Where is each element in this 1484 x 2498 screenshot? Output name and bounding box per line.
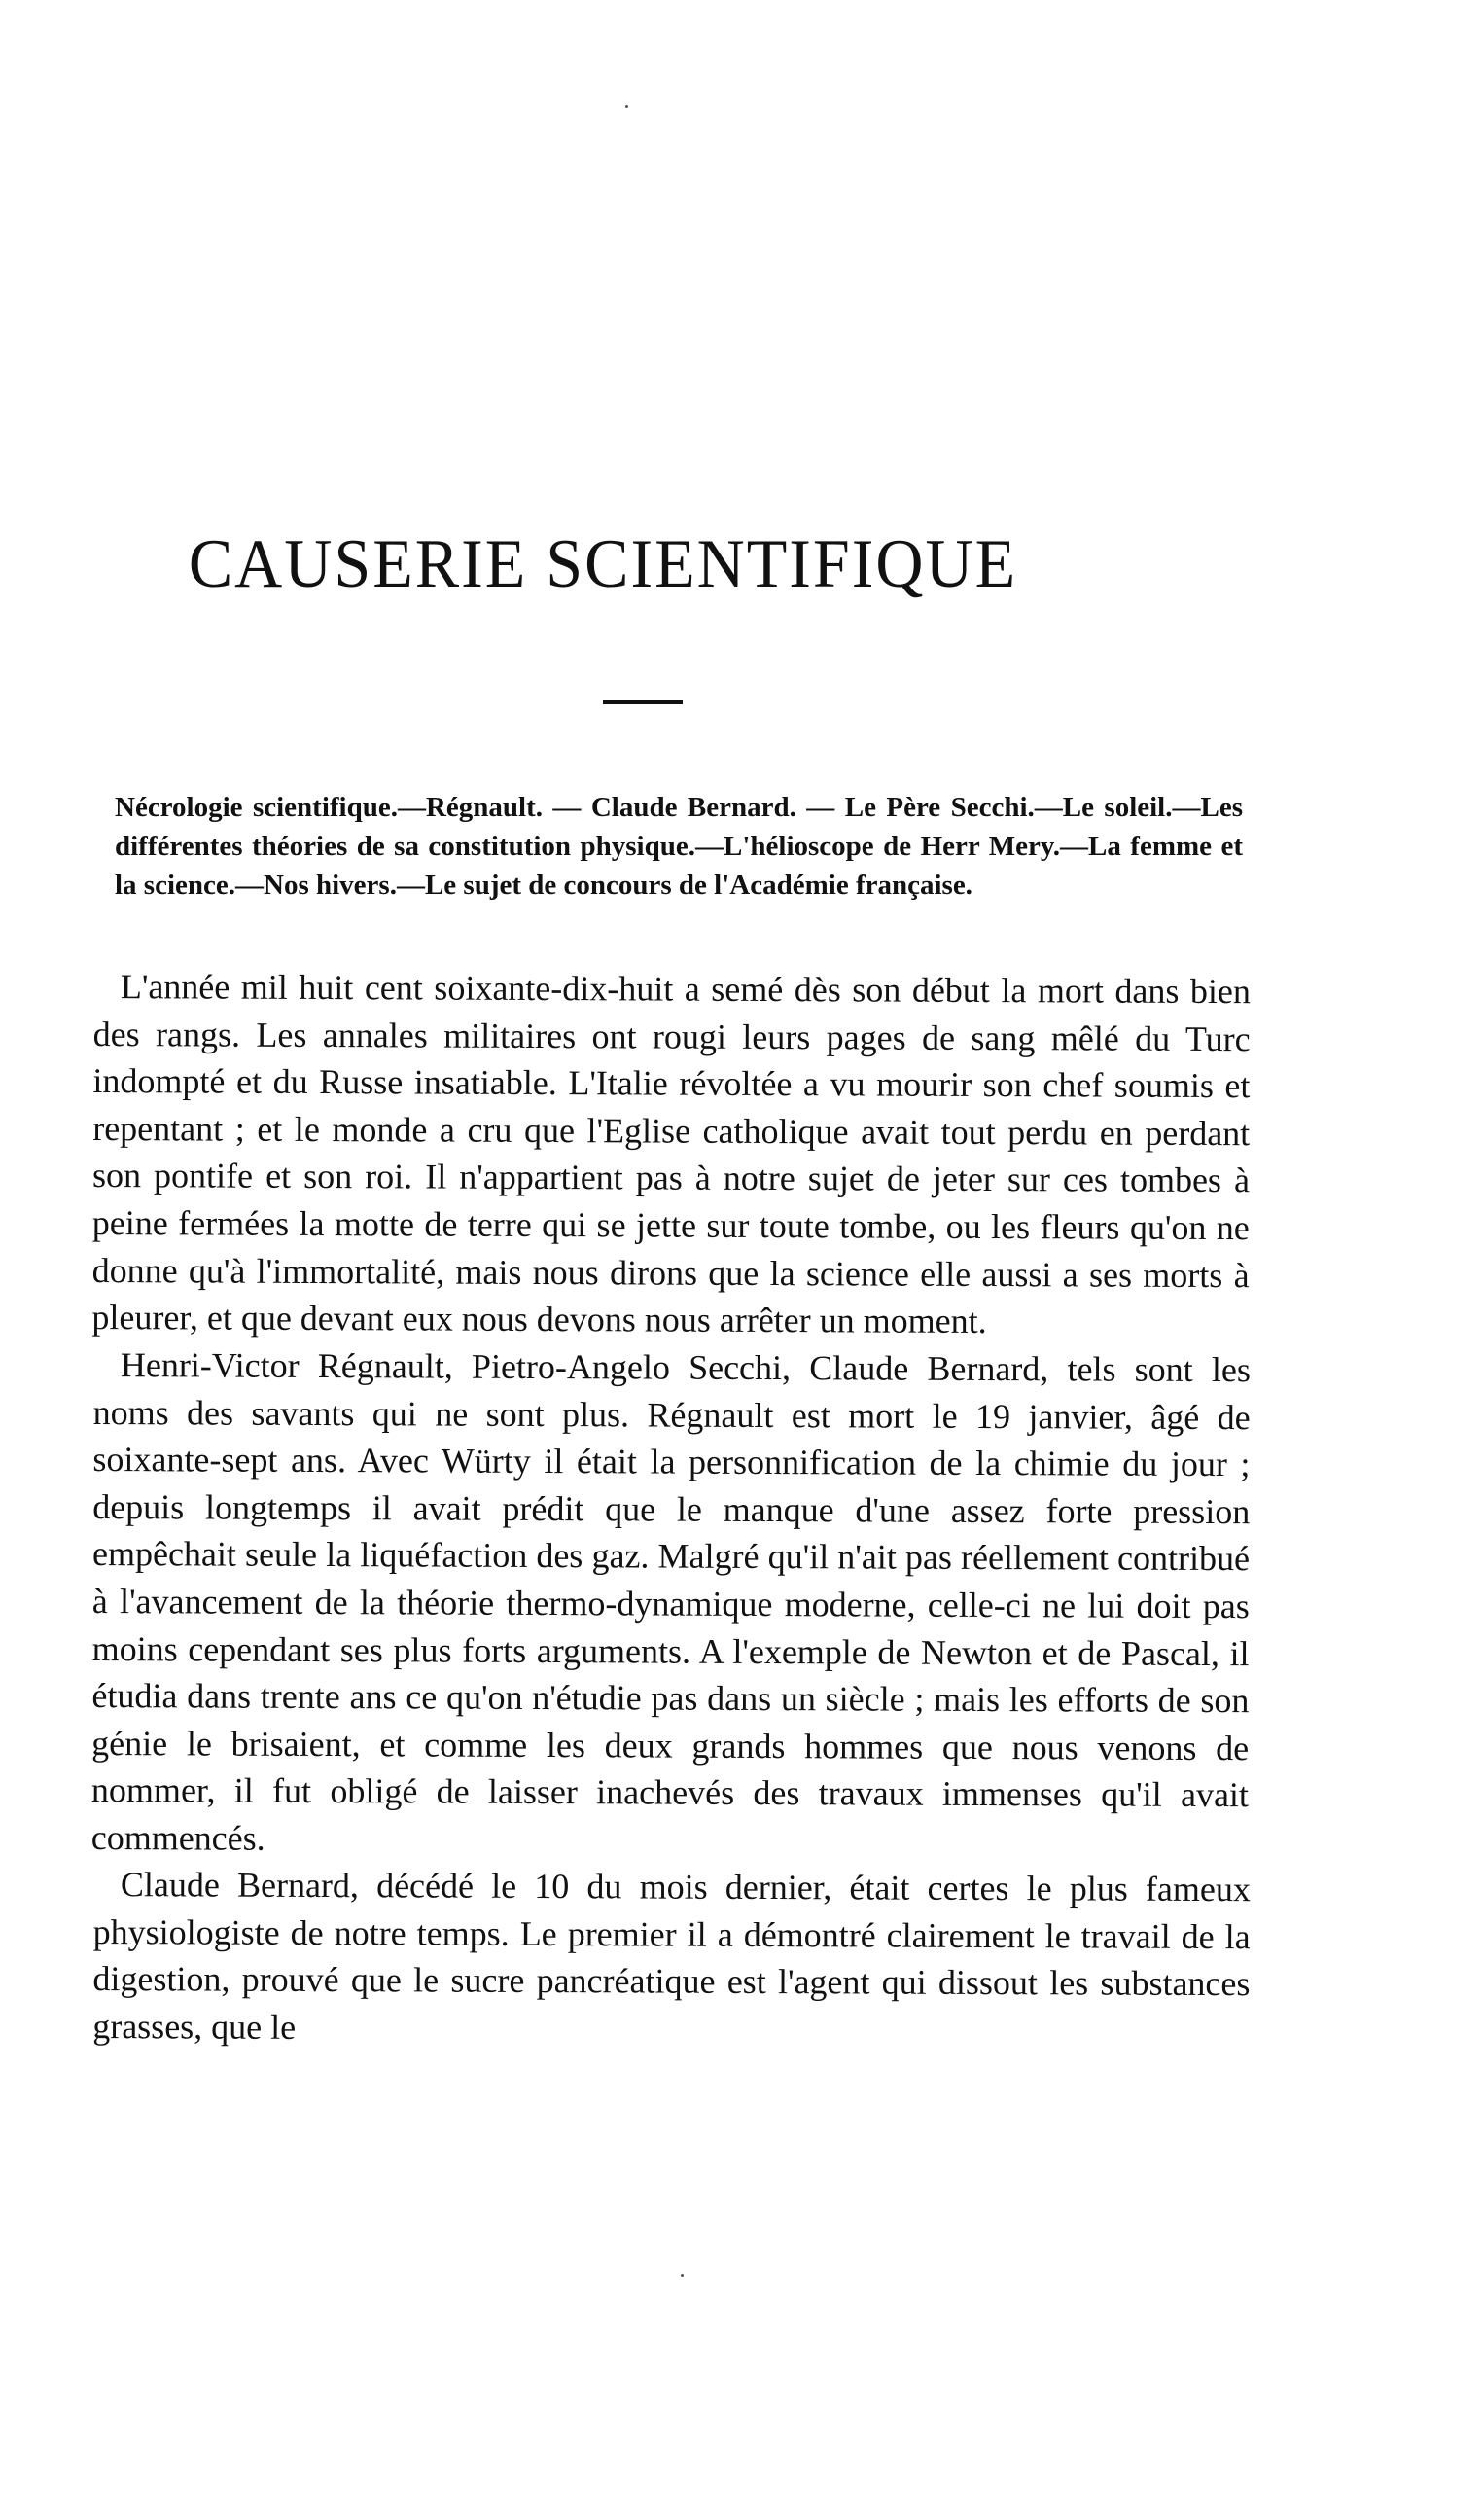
paragraph-2: Henri-Victor Régnault, Pietro-Angelo Secchi, Claude Bernard, tels sont les noms des savants qui ne sont plus. Régnault est mort le 19 janvier, âgé de soixante-sept ans. Avec Würty il était la personnification de la chimie du jour ; depuis longtemps il avait prédit que le manque d'une assez forte pression empêchait seule la liquéfaction des gaz. Malgré qu'il n'ait pas réellement contribué à l'avancement de la théorie thermo-dynamique moderne, celle-ci ne lui doit pas moins cependant ses plus forts arguments. A l'exemple de Newton et de Pascal, il étudia dans trente ans ce qu'on n'étudie pas dans un siècle ; mais les efforts de son génie le brisaient, et comme les deux grands hommes que nous venons de nommer, il fut obligé de laisser inachevés des travaux immenses qu'il avait commencés. — [90, 1344, 1251, 1858]
chapter-summary: Nécrologie scientifique.—Régnault. — Claude Bernard. — Le Père Secchi.—Le soleil.—Les différentes théories de sa constitution physique.—L'hélioscope de Herr Mery.—La femme et la science.—Nos hivers.—Le sujet de concours de l'Académie française. — [115, 792, 1243, 901]
paragraph-3: Claude Bernard, décédé le 10 du mois dernier, était certes le plus fameux physiologiste de notre temps. Le premier il a démontré clairement le travail de la digestion, prouvé que le sucre pancréatique est l'agent qui dissout les substances grasses, que le — [92, 1865, 1251, 2047]
paragraph-1: L'année mil huit cent soixante-dix-huit a semé dès son début la mort dans bien des rangs. Les annales militaires ont rougi leurs pages de sang mêlé du Turc indompté et du Russe insatiable. L'Italie révoltée a vu mourir son chef soumis et repentant ; et le monde a cru que l'Eglise catholique avait tout perdu en perdant son pontife et son roi. Il n'appartient pas à notre sujet de jeter sur ces tombes à peine fermées la motte de terre qui se jette sur toute tombe, ou les fleurs qu'on ne donne qu'à l'immortalité, mais nous dirons que la science elle aussi a ses morts à pleurer, et que devant eux nous devons nous arrêter un moment. — [91, 967, 1251, 1341]
speck-mark — [681, 2274, 684, 2277]
body-text — [90, 963, 1251, 2051]
page-title: CAUSERIE SCIENTIFIQUE — [188, 524, 1018, 602]
title-rule — [603, 700, 683, 704]
speck-mark — [625, 105, 628, 108]
